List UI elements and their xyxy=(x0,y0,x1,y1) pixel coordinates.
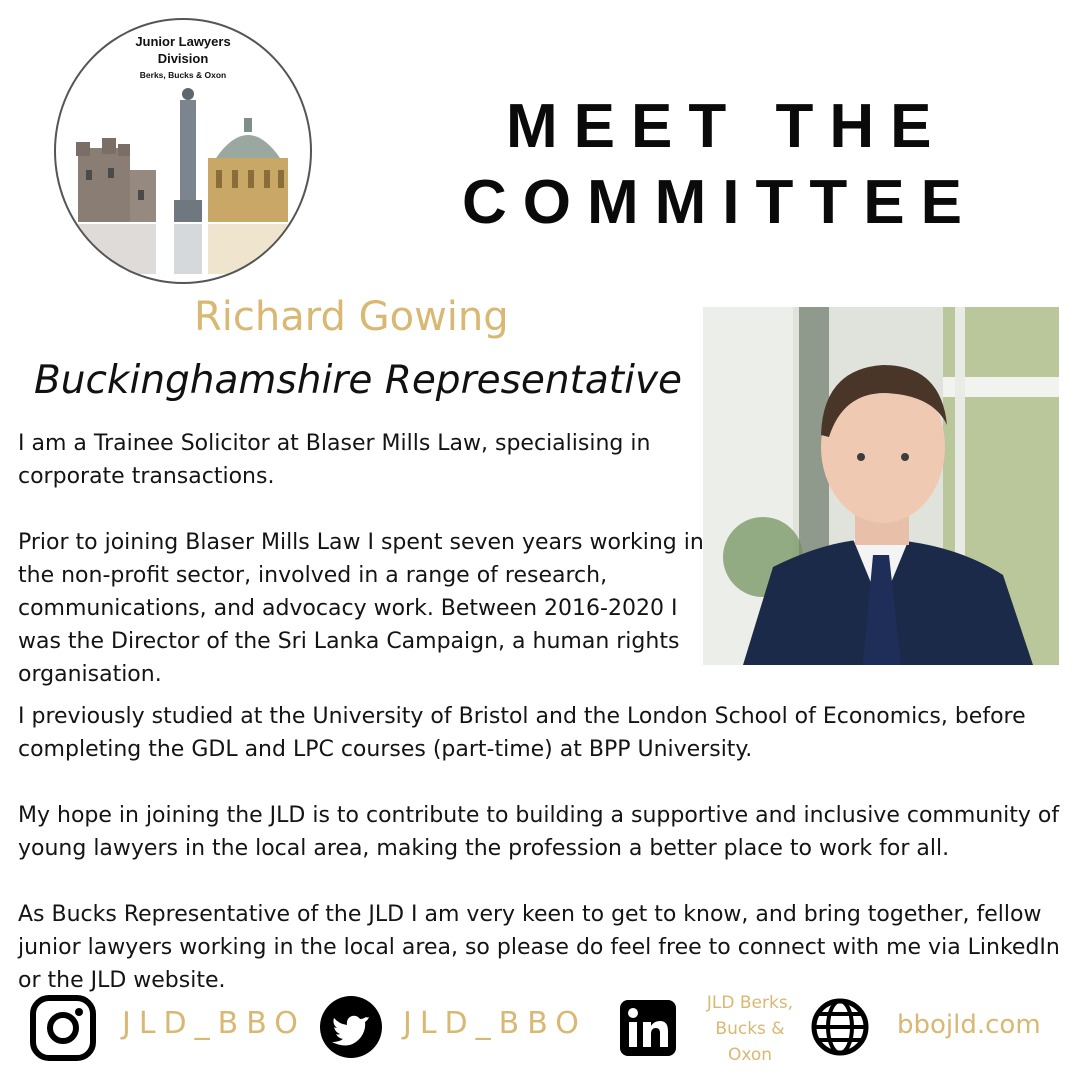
website-link[interactable]: bbojld.com xyxy=(897,1010,1041,1040)
bio-paragraph-3: I previously studied at the University of Bristol and the London School of Economics, before completing the GDL and LPC courses (part-time) at BPP University. xyxy=(18,704,1026,762)
portrait-illustration xyxy=(703,307,1059,665)
logo-subtitle: Berks, Bucks & Oxon xyxy=(139,70,227,80)
logo-title-line-2: Division xyxy=(157,51,209,66)
twitter-handle[interactable]: JLD_BBO xyxy=(403,1006,587,1041)
linkedin-icon[interactable] xyxy=(620,1000,676,1056)
member-role: Buckinghamshire Representative xyxy=(34,358,683,403)
bio-paragraph-5: As Bucks Representative of the JLD I am very keen to get to know, and bring together, fellow junior lawyers working in the local area, so please do feel free to connect with me via LinkedIn or the JLD website. xyxy=(18,902,1060,993)
bio-continued xyxy=(18,700,1068,997)
bio-paragraph-1: I am a Trainee Solicitor at Blaser Mills Law, specialising in corporate transactions. xyxy=(18,431,651,489)
jld-logo xyxy=(54,18,312,284)
bio-paragraph-2: Prior to joining Blaser Mills Law I spent seven years working in the non-profit sector, involved in a range of research, communications, and advocacy work. Between 2016-2020 I was the Director of the Sri Lanka Campaign, a human rights organisation. xyxy=(18,530,704,687)
bio-paragraph-4: My hope in joining the JLD is to contribute to building a supportive and inclusive community of young lawyers in the local area, making the profession a better place to work for all. xyxy=(18,803,1060,861)
linkedin-label[interactable]: JLD Berks, Bucks & Oxon xyxy=(706,993,794,1065)
instagram-icon[interactable] xyxy=(30,995,96,1061)
twitter-icon[interactable] xyxy=(320,996,382,1058)
page-title-line-1: MEET THE xyxy=(506,92,948,161)
instagram-handle[interactable]: JLD_BBO xyxy=(122,1006,306,1041)
member-name: Richard Gowing xyxy=(194,294,509,340)
member-photo xyxy=(703,307,1059,665)
logo-title-line-1: Junior Lawyers xyxy=(135,34,231,49)
bio-intro xyxy=(18,427,708,691)
globe-icon[interactable] xyxy=(811,998,869,1056)
page-title-line-2: COMMITTEE xyxy=(462,168,978,237)
